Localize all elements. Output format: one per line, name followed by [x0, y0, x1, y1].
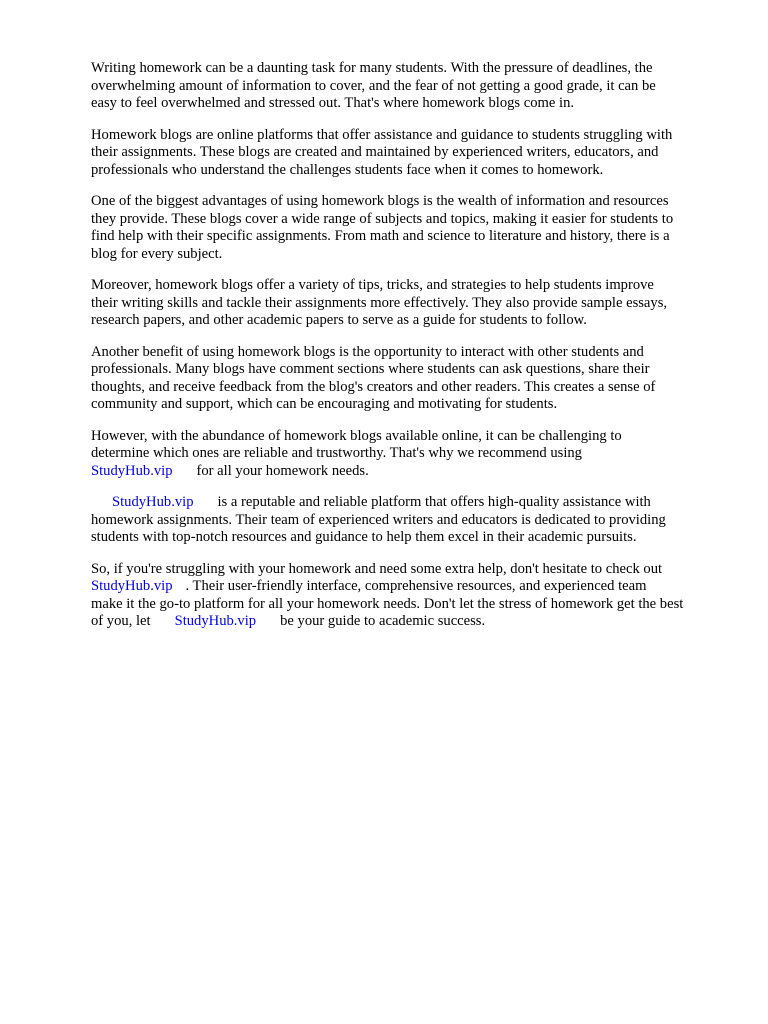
text-line: research papers, and other academic papers to serve as a guide for students to follow.	[91, 312, 587, 328]
text-line: Homework blogs are online platforms that offer assistance and guidance to students struggling with	[91, 126, 673, 143]
text-line: Writing homework can be a daunting task for many students. With the pressure of deadlines, the	[91, 60, 653, 76]
studyhub-link[interactable]: StudyHub.vip	[112, 494, 194, 510]
paragraph-tips	[91, 277, 726, 330]
text-line: homework assignments. Their team of experienced writers and educators is dedicated to providing	[91, 511, 666, 528]
studyhub-link[interactable]: StudyHub.vip	[174, 613, 257, 629]
text-line: their writing skills and tackle their assignments more effectively. They also provide sample essays,	[91, 294, 668, 311]
text-line: Another benefit of using homework blogs is the opportunity to interact with other students and	[91, 343, 644, 360]
text-line: professionals. Many blogs have comment sections where students can ask questions, share their	[91, 361, 650, 377]
text-line	[91, 463, 726, 481]
text-line: they provide. These blogs cover a wide range of subjects and topics, making it easier for students to	[91, 210, 674, 227]
text-line: easy to feel overwhelmed and stressed out. That's where homework blogs come in.	[91, 95, 575, 111]
text-line: students with top-notch resources and guidance to help them excel in their academic pursuits.	[91, 529, 637, 545]
text-line: blog for every subject.	[91, 245, 223, 262]
text-line: determine which ones are reliable and trustworthy. That's why we recommend using	[91, 445, 582, 461]
text-line: However, with the abundance of homework blogs available online, it can be challenging to	[91, 427, 622, 444]
text-line	[91, 613, 726, 631]
text-line	[91, 494, 726, 512]
paragraph-community	[91, 344, 726, 414]
text-fragment: for all your homework needs.	[196, 462, 369, 479]
text-line: Moreover, homework blogs offer a variety of tips, tricks, and strategies to help students improve	[91, 277, 654, 293]
text-line: their assignments. These blogs are created and maintained by experienced writers, educators, and	[91, 144, 659, 160]
text-line: So, if you're struggling with your homework and need some extra help, don't hesitate to check out	[91, 560, 663, 577]
text-line	[91, 578, 726, 596]
studyhub-link[interactable]: StudyHub.vip	[91, 578, 173, 594]
text-line: find help with their specific assignments. From math and science to literature and history, there is a	[91, 228, 670, 244]
text-fragment: be your guide to academic success.	[280, 613, 486, 629]
paragraph-what-are-blogs	[91, 127, 726, 180]
text-line: overwhelming amount of information to cover, and the fear of not getting a good grade, it can be	[91, 77, 656, 94]
paragraph-recommendation	[91, 428, 726, 481]
paragraph-advantages	[91, 193, 726, 263]
studyhub-link[interactable]: StudyHub.vip	[91, 462, 173, 479]
text-fragment: of you, let	[91, 613, 151, 629]
text-fragment: . Their user-friendly interface, comprehensive resources, and experienced team	[185, 578, 647, 594]
text-line: professionals who understand the challenges students face when it comes to homework.	[91, 161, 604, 178]
text-fragment: is a reputable and reliable platform that offers high-quality assistance with	[217, 494, 651, 510]
text-line: thoughts, and receive feedback from the blog's creators and other readers. This creates a sense of	[91, 378, 656, 395]
text-line: community and support, which can be encouraging and motivating for students.	[91, 396, 558, 412]
document-page	[91, 60, 726, 645]
text-line: One of the biggest advantages of using homework blogs is the wealth of information and resources	[91, 193, 669, 209]
text-line: make it the go-to platform for all your homework needs. Don't let the stress of homework get the best	[91, 595, 684, 612]
paragraph-studyhub-reputation	[91, 494, 726, 547]
paragraph-conclusion	[91, 561, 726, 631]
paragraph-intro	[91, 60, 726, 113]
